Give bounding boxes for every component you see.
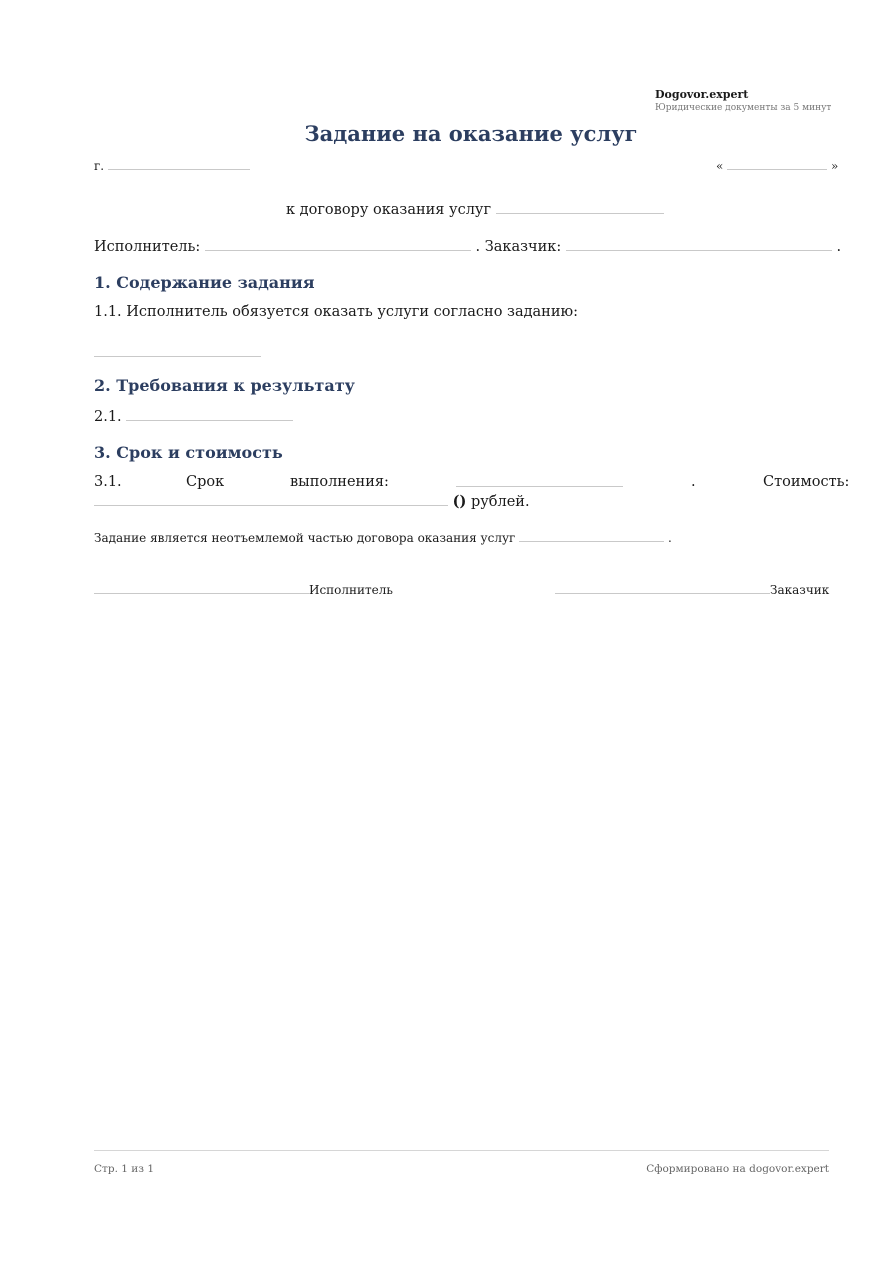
page-number: Стр. 1 из 1 bbox=[94, 1163, 155, 1175]
executor-signature-field[interactable] bbox=[94, 579, 309, 594]
cost-parens: () bbox=[452, 493, 467, 510]
result-requirements-field[interactable] bbox=[126, 406, 293, 421]
executor-signature bbox=[94, 579, 393, 600]
city-field[interactable] bbox=[108, 155, 250, 170]
brand-tagline: Юридические документы за 5 минут bbox=[655, 103, 832, 113]
clause-3-1-number: 3.1. bbox=[94, 474, 122, 490]
brand-block bbox=[655, 88, 855, 115]
customer-signature bbox=[555, 579, 829, 600]
date-close-quote: » bbox=[831, 159, 839, 173]
term-field[interactable] bbox=[456, 472, 623, 487]
footer-divider bbox=[94, 1150, 829, 1151]
customer-label: . Заказчик: bbox=[475, 239, 562, 255]
brand-name: Dogovor.expert bbox=[655, 88, 749, 101]
cost-currency: рублей. bbox=[470, 494, 530, 510]
execution-word: выполнения: bbox=[290, 474, 389, 490]
cost-line bbox=[94, 491, 530, 512]
executor-label: Исполнитель: bbox=[94, 239, 201, 255]
cost-label: Стоимость: bbox=[763, 474, 850, 490]
task-content-field[interactable] bbox=[94, 342, 261, 357]
clause-2-1 bbox=[94, 406, 293, 427]
term-period: . bbox=[691, 474, 696, 490]
city-prefix: г. bbox=[94, 159, 105, 173]
clause-1-1: 1.1. Исполнитель обязуется оказать услуги согласно заданию: bbox=[94, 304, 578, 320]
parties-period: . bbox=[836, 239, 842, 255]
customer-field[interactable] bbox=[566, 236, 832, 251]
contract-ref-line bbox=[286, 199, 664, 220]
document-title: Задание на оказание услуг bbox=[304, 121, 638, 146]
cost-field[interactable] bbox=[94, 491, 448, 506]
closing-note: Задание является неотъемлемой частью договора оказания услуг bbox=[94, 531, 516, 545]
date-line bbox=[716, 155, 838, 176]
term-word: Срок bbox=[186, 474, 225, 490]
customer-signature-field[interactable] bbox=[555, 579, 770, 594]
closing-period: . bbox=[667, 531, 672, 545]
closing-contract-field[interactable] bbox=[519, 527, 664, 542]
section-1-heading: 1. Содержание задания bbox=[94, 273, 315, 292]
contract-number-field[interactable] bbox=[496, 199, 664, 214]
section-3-heading: 3. Срок и стоимость bbox=[94, 443, 283, 462]
executor-signature-label: Исполнитель bbox=[309, 583, 393, 597]
generated-note: Сформировано на dogovor.expert bbox=[646, 1163, 829, 1175]
contract-ref-label: к договору оказания услуг bbox=[286, 202, 492, 218]
parties-line bbox=[94, 236, 841, 257]
clause-2-1-number: 2.1. bbox=[94, 409, 122, 425]
city-line bbox=[94, 155, 250, 176]
date-field[interactable] bbox=[727, 155, 827, 170]
date-open-quote: « bbox=[716, 159, 724, 173]
customer-signature-label: Заказчик bbox=[770, 583, 830, 597]
closing-note-line bbox=[94, 527, 672, 548]
section-2-heading: 2. Требования к результату bbox=[94, 376, 355, 395]
executor-field[interactable] bbox=[205, 236, 471, 251]
task-content-line bbox=[94, 342, 261, 363]
term-field-wrap bbox=[456, 472, 623, 493]
